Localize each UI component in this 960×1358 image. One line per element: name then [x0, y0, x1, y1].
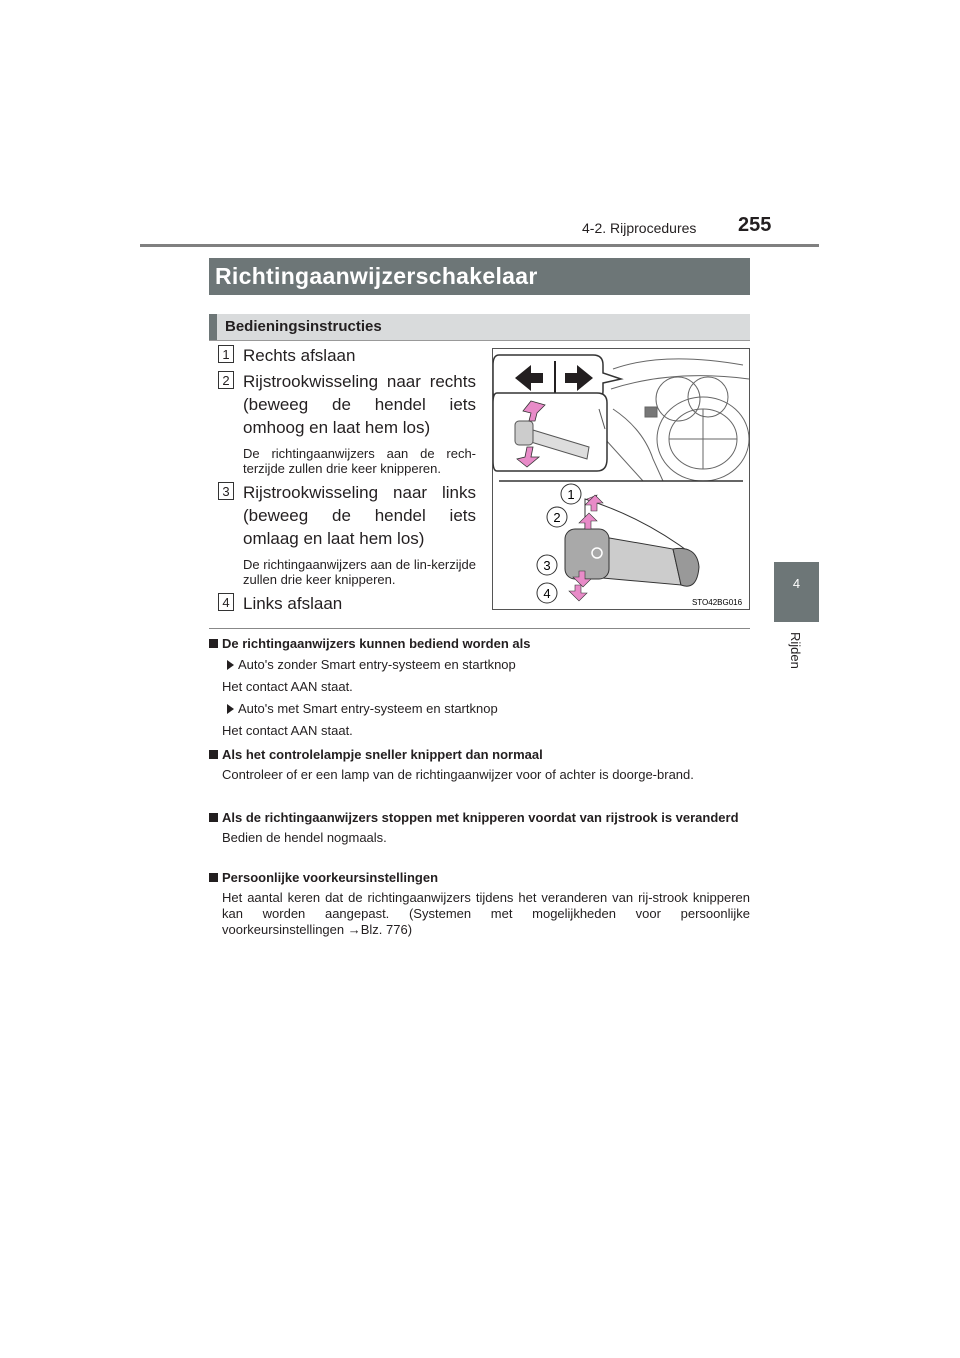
- step-number-3: 3: [218, 482, 234, 500]
- square-bullet-icon: [209, 873, 218, 882]
- info-block-1: [209, 636, 750, 739]
- lever-inset: [493, 393, 607, 471]
- subtitle-accent: [209, 314, 217, 340]
- triangle-bullet-icon: [227, 704, 234, 714]
- info-head-2: Als het controlelampje sneller knippert dan normaal: [222, 747, 543, 762]
- info-head-1: De richtingaanwijzers kunnen bediend worden als: [222, 636, 531, 651]
- step-note-3: De richtingaanwijzers aan de lin-kerzijde zullen drie keer knipperen.: [243, 557, 476, 587]
- info-block-4: [209, 870, 750, 938]
- header-rule: [140, 244, 819, 247]
- info-1-bullet-1: Auto's zonder Smart entry-systeem en startknop: [238, 657, 516, 672]
- square-bullet-icon: [209, 813, 218, 822]
- page-number: 255: [738, 214, 772, 236]
- callout-label-3: 3: [543, 558, 551, 573]
- info-body-4: Het aantal keren dat de richtingaanwijzers tijdens het veranderen van rij-strook knipperen kan worden aangepast. (Systemen met mogelijkheden voor persoonlijke voorkeursinstellingen →Blz. 776): [222, 890, 750, 937]
- square-bullet-icon: [209, 750, 218, 759]
- header-section: 4-2. Rijprocedures: [582, 220, 697, 236]
- callout-label-4: 4: [543, 586, 551, 601]
- page-title: Richtingaanwijzerschakelaar: [209, 258, 750, 295]
- callout-arrow-4-icon: [569, 585, 587, 601]
- callout-arrow-1-icon: [585, 495, 603, 511]
- subtitle: Bedieningsinstructies: [225, 318, 382, 335]
- chapter-label: Rijden: [788, 632, 803, 669]
- turn-signal-lever-illustration: [492, 348, 750, 610]
- step-note-2: De richtingaanwijzers aan de rech-terzijde zullen drie keer knipperen.: [243, 446, 476, 476]
- lever-detail: [565, 495, 699, 601]
- section-separator: [209, 628, 750, 629]
- info-body-2: Controleer of er een lamp van de richtingaanwijzer voor of achter is doorge-brand.: [222, 767, 694, 782]
- step-text-2: Rijstrookwisseling naar rechts (beweeg de hendel iets omhoog en laat hem los): [243, 372, 476, 437]
- step-text-4: Links afslaan: [243, 594, 343, 613]
- info-body-3: Bedien de hendel nogmaals.: [222, 830, 387, 845]
- info-block-3: [209, 810, 750, 846]
- step-number-1: 1: [218, 345, 234, 363]
- figure-code: STO42BG016: [691, 598, 743, 607]
- chapter-tab: [774, 562, 819, 622]
- step-text-3: Rijstrookwisseling naar links (beweeg de hendel iets omlaag en laat hem los): [243, 483, 476, 548]
- callout-arrow-2-icon: [579, 513, 597, 529]
- subtitle-rule: [209, 340, 750, 341]
- info-1-text-2: Het contact AAN staat.: [222, 723, 353, 738]
- info-head-4: Persoonlijke voorkeursinstellingen: [222, 870, 439, 885]
- callout-label-1: 1: [567, 487, 575, 502]
- triangle-bullet-icon: [227, 660, 234, 670]
- chapter-tab-number: 4: [792, 576, 801, 591]
- info-block-2: [209, 747, 750, 783]
- step-text-1: Rechts afslaan: [243, 346, 356, 365]
- info-head-3: Als de richtingaanwijzers stoppen met knipperen voordat van rijstrook is veranderd: [222, 810, 739, 825]
- info-1-text-1: Het contact AAN staat.: [222, 679, 353, 694]
- info-1-bullet-2: Auto's met Smart entry-systeem en startknop: [238, 701, 498, 716]
- step-number-4: 4: [218, 593, 234, 611]
- dashboard-sketch: [605, 359, 749, 481]
- square-bullet-icon: [209, 639, 218, 648]
- step-number-2: 2: [218, 371, 234, 389]
- callout-label-2: 2: [553, 510, 561, 525]
